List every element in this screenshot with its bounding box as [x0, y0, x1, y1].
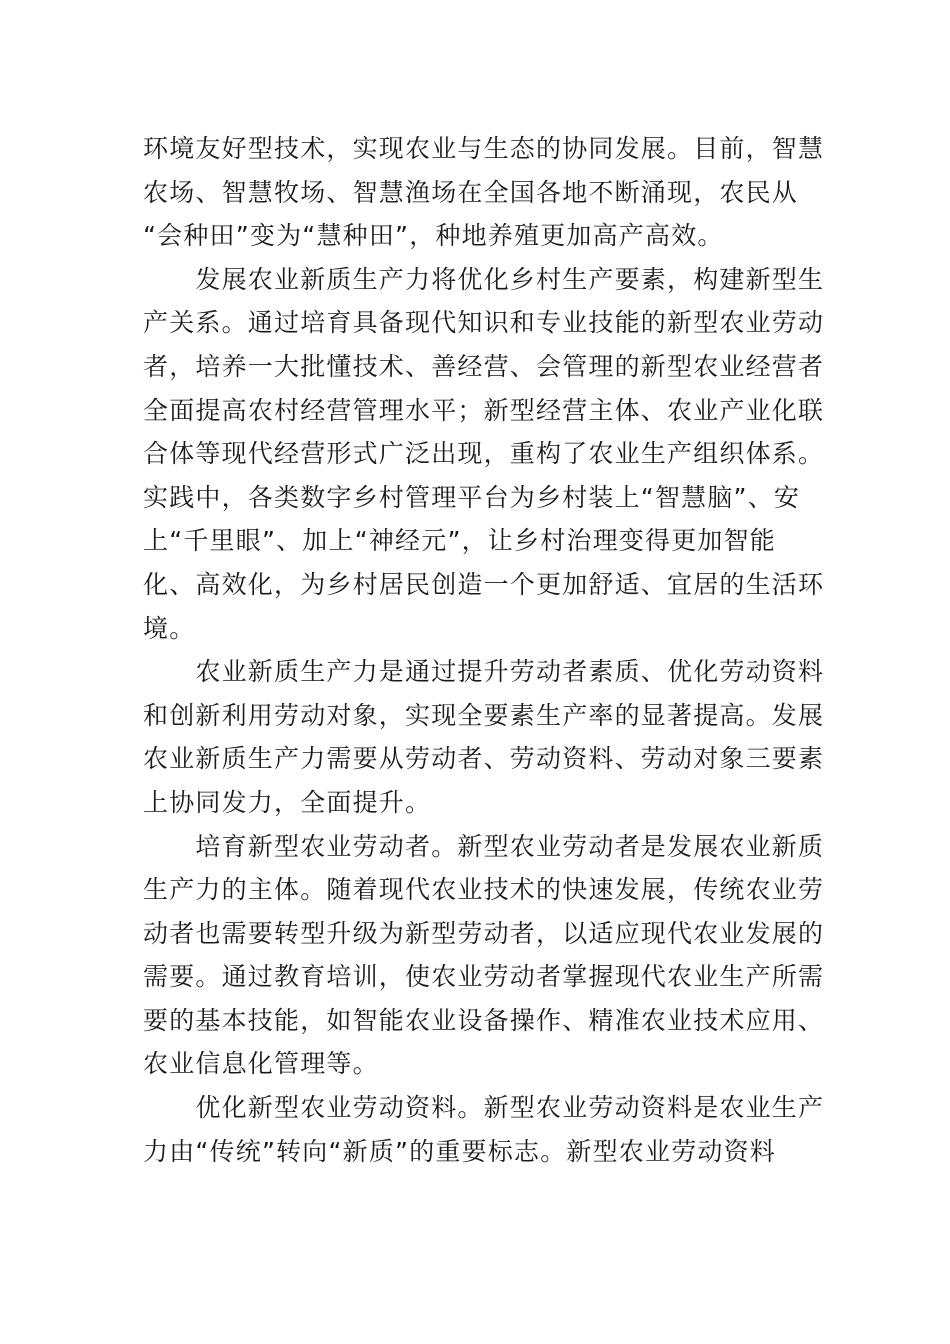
text-line: 全面提高农村经营管理水平；新型经营主体、农业产业化联: [143, 395, 825, 425]
text-line: 农业信息化管理等。: [143, 1049, 379, 1079]
text-line: “会种田”变为“慧种田”，种地养殖更加高产高效。: [143, 221, 724, 251]
text-line: 环境友好型技术，实现农业与生态的协同发展。目前，智慧: [143, 134, 825, 163]
text-line: 农业新质生产力需要从劳动者、劳动资料、劳动对象三要素: [143, 744, 825, 774]
text-line: 境。: [143, 613, 196, 643]
document-body: [143, 127, 825, 1173]
text-line: 要的基本技能，如智能农业设备操作、精准农业技术应用、: [143, 1005, 825, 1035]
text-line: 优化新型农业劳动资料。新型农业劳动资料是农业生产: [143, 1093, 825, 1123]
text-line: 农场、智慧牧场、智慧渔场在全国各地不断涌现，农民从: [143, 177, 799, 207]
text-line: 产关系。通过培育具备现代知识和专业技能的新型农业劳动: [143, 308, 825, 338]
text-line: 上“千里眼”、加上“神经元”，让乡村治理变得更加智能: [143, 526, 777, 556]
text-line: 力由“传统”转向“新质”的重要标志。新型农业劳动资料: [143, 1136, 777, 1166]
text-line: 和创新利用劳动对象，实现全要素生产率的显著提高。发展: [143, 700, 825, 730]
text-line: 农业新质生产力是通过提升劳动者素质、优化劳动资料: [143, 657, 825, 687]
text-line: 动者也需要转型升级为新型劳动者，以适应现代农业发展的: [143, 918, 825, 948]
text-line: 实践中，各类数字乡村管理平台为乡村装上“智慧脑”、安: [143, 482, 801, 512]
text-line: 上协同发力，全面提升。: [143, 787, 432, 817]
text-line: 化、高效化，为乡村居民创造一个更加舒适、宜居的生活环: [143, 569, 825, 599]
text-line: 生产力的主体。随着现代农业技术的快速发展，传统农业劳: [143, 875, 825, 905]
text-line: 发展农业新质生产力将优化乡村生产要素，构建新型生: [143, 264, 825, 294]
text-line: 者，培养一大批懂技术、善经营、会管理的新型农业经营者: [143, 351, 825, 381]
text-line: 合体等现代经营形式广泛出现，重构了农业生产组织体系。: [143, 439, 825, 469]
text-line: 培育新型农业劳动者。新型农业劳动者是发展农业新质: [143, 831, 825, 861]
text-line: 需要。通过教育培训，使农业劳动者掌握现代农业生产所需: [143, 962, 825, 992]
